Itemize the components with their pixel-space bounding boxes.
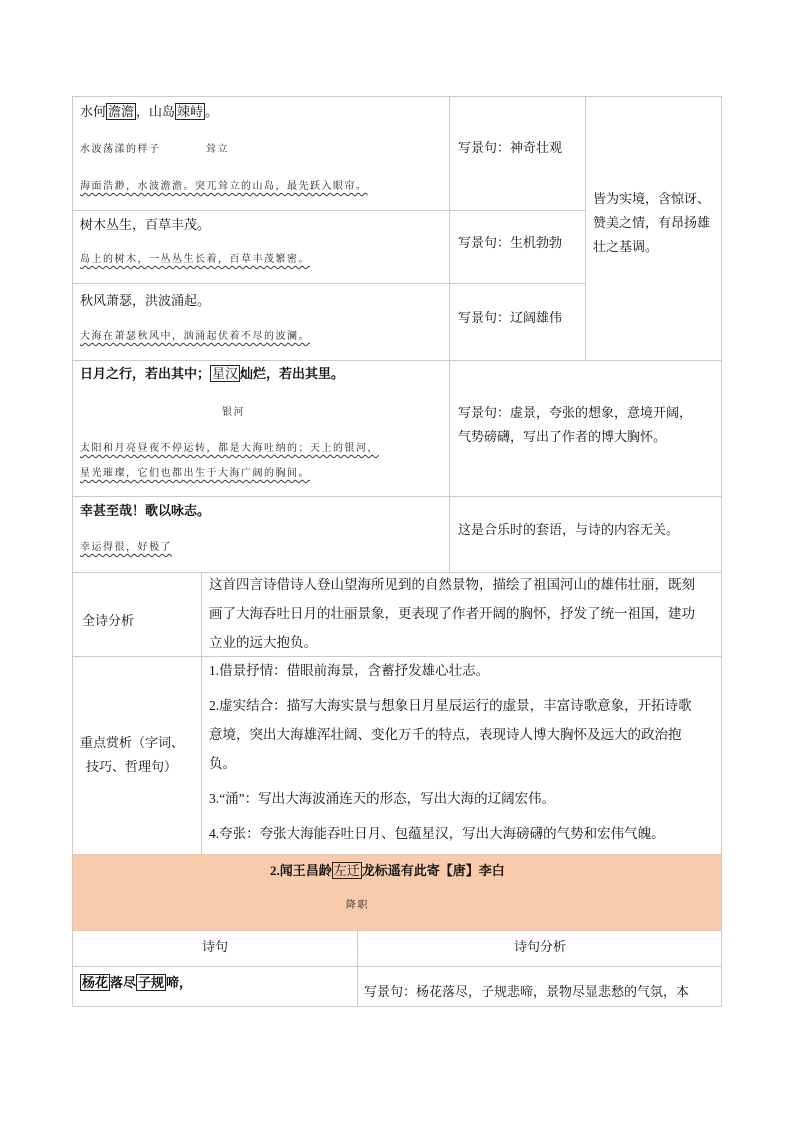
key-point-2a: 2.虚实结合：描写大海实景与想象日月星辰运行的虚景，丰富诗歌意象，开拓诗歌 <box>209 698 692 713</box>
verse1-pre: 水何 <box>80 104 107 119</box>
verse4-pre: 日月之行，若出其中； <box>80 366 211 381</box>
translation-3: 大海在萧瑟秋风中，汹涌起伏着不尽的波澜。 <box>80 331 310 342</box>
verse1-mid: ，山岛 <box>136 104 176 119</box>
verse4-boxed-word: 星汉 <box>212 366 239 381</box>
verse-line-4 <box>80 363 344 382</box>
poem2-title-note: 降职 <box>346 900 369 911</box>
poem2-col2-label: 诗句分析 <box>513 939 566 954</box>
poem2-col1-label: 诗句 <box>201 939 228 954</box>
poem2-title <box>270 860 505 879</box>
translation-4-line-1: 太阳和月亮昼夜不停运转，都是大海吐纳的；天上的银河， <box>80 443 379 454</box>
verse1-post: 。 <box>205 104 219 119</box>
poem2-analysis-1: 写景句：杨花落尽，子规悲啼，景物尽显悲愁的气氛，本 <box>364 984 690 999</box>
verse-line-3: 秋风萧瑟，洪波涌起。 <box>80 293 211 308</box>
key-point-4: 4.夸张：夸张大海能吞吐日月、包蕴星汉，写出大海磅礴的气势和宏伟气魄。 <box>209 826 665 841</box>
key-point-1: 1.借景抒情：借眼前海景，含蓄抒发雄心壮志。 <box>209 663 490 678</box>
verse-line-5: 幸甚至哉！歌以咏志。 <box>80 503 211 518</box>
summary-label: 全诗分析 <box>82 613 135 628</box>
gloss-4: 银河 <box>222 407 245 418</box>
key-label-line-1: 重点赏析（字词、 <box>80 735 185 750</box>
key-point-2b: 意境，突出大海雄浑壮阔、变化万千的特点，表现诗人博大胸怀及远大的政治抱 <box>209 727 682 742</box>
translation-1: 海面浩渺，水波澹澹。突兀耸立的山岛，最先跃入眼帘。 <box>80 181 368 192</box>
summary-text <box>209 570 695 657</box>
key-label-line-2: 技巧、哲理句） <box>86 759 178 774</box>
verse-line-1 <box>80 101 218 120</box>
key-point-2c: 负。 <box>209 756 236 771</box>
merged-note-line-3: 壮之基调。 <box>593 239 659 254</box>
key-label-cell <box>72 656 202 854</box>
verse4-post: 灿烂，若出其里。 <box>240 366 345 381</box>
gloss-2: 耸立 <box>206 144 229 155</box>
analysis-1: 写景句：神奇壮观 <box>458 140 563 155</box>
verse1-boxed-word-2: 竦峙 <box>177 104 204 119</box>
key-point-3: 3.“涌”：写出大海波涌连天的形态，写出大海的辽阔宏伟。 <box>209 791 556 806</box>
analysis-2: 写景句：生机勃勃 <box>458 235 563 250</box>
poem2-verse-mid: 落尽 <box>110 975 137 990</box>
poem2-boxed-word-2: 子规 <box>138 975 165 990</box>
analysis-3: 写景句：辽阔雄伟 <box>458 310 563 325</box>
analysis-4-line-1: 写景句：虚景，夸张的想象，意境开阔， <box>458 405 693 420</box>
analysis-5: 这是合乐时的套语，与诗的内容无关。 <box>458 522 680 537</box>
poem2-title-post: 龙标遥有此寄【唐】李白 <box>361 863 505 878</box>
verse1-boxed-word-1: 澹澹 <box>108 104 135 119</box>
poem2-title-boxed-word: 左迁 <box>333 863 360 878</box>
translation-5: 幸运得很，好极了 <box>80 542 172 553</box>
summary-line-3: 立业的远大抱负。 <box>209 635 317 650</box>
verse-line-2: 树木丛生，百草丰茂。 <box>80 217 211 232</box>
merged-note-line-2: 赞美之情，有昂扬雄 <box>593 215 711 230</box>
gloss-1: 水波荡漾的样子 <box>80 144 161 155</box>
summary-line-1: 这首四言诗借诗人登山望海所见到的自然景物，描绘了祖国河山的雄伟壮丽，既刻 <box>209 577 695 592</box>
poem2-boxed-word-1: 杨花 <box>82 975 109 990</box>
poem2-verse-1 <box>80 972 192 991</box>
merged-note-line-1: 皆为实境，含惊讶、 <box>593 191 711 206</box>
poem2-title-pre: 2.闻王昌龄 <box>270 863 332 878</box>
translation-2: 岛上的树木，一丛丛生长着，百草丰茂繁密。 <box>80 254 310 265</box>
analysis-4-line-2: 气势磅礴，写出了作者的博大胸怀。 <box>458 429 667 444</box>
translation-4-line-2: 星光璀璨，它们也都出生于大海广阔的胸间。 <box>80 468 310 479</box>
key-content <box>209 656 692 848</box>
poem2-verse-post: 啼， <box>166 975 193 990</box>
summary-line-2: 画了大海吞吐日月的壮丽景象，更表现了作者开阔的胸怀，抒发了统一祖国，建功 <box>209 606 695 621</box>
